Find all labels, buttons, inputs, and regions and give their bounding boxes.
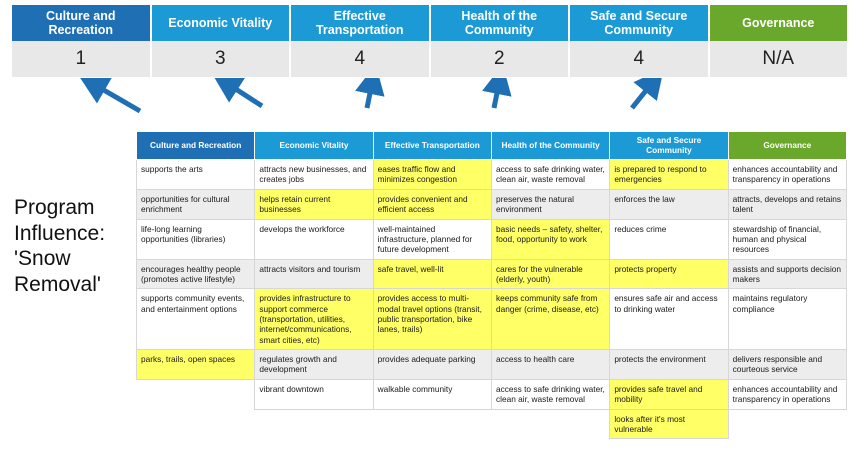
matrix-cell: develops the workforce (255, 219, 373, 259)
matrix-header-economic: Economic Vitality (255, 132, 373, 160)
matrix-row (137, 259, 847, 289)
matrix-cell: walkable community (373, 379, 491, 409)
header-cell-safe (570, 5, 710, 41)
header-label-economic: Economic Vitality (168, 15, 273, 30)
matrix-row (137, 160, 847, 190)
matrix-row (137, 409, 847, 439)
matrix-header-transportation: Effective Transportation (373, 132, 491, 160)
score-cell-governance: N/A (762, 48, 795, 69)
strategic-priority-header-band (12, 5, 847, 41)
arrow-icon-transportation (367, 83, 372, 108)
matrix-cell: maintains regulatory compliance (728, 289, 846, 350)
matrix-cell: eases traffic flow and minimizes congestion (373, 160, 491, 190)
matrix-cell: encourages healthy people (promotes active lifestyle) (137, 259, 255, 289)
matrix-cell (137, 409, 255, 439)
arrow-group (0, 78, 859, 133)
program-influence-caption: Program Influence: 'Snow Removal' (14, 196, 106, 296)
header-cell-transportation (291, 5, 431, 41)
matrix-cell (137, 379, 255, 409)
matrix-cell: supports community events, and entertainment options (137, 289, 255, 350)
matrix-cell: opportunities for cultural enrichment (137, 189, 255, 219)
matrix-cell (491, 409, 609, 439)
matrix-cell: looks after it's most vulnerable (610, 409, 728, 439)
matrix-cell (728, 409, 846, 439)
matrix-cell: enhances accountability and transparency in operations (728, 379, 846, 409)
header-label-safe: Safe and Secure Community (590, 8, 688, 37)
matrix-cell: cares for the vulnerable (elderly, youth) (491, 259, 609, 289)
matrix-header-safe: Safe and Secure Community (610, 132, 728, 160)
matrix-row (137, 289, 847, 350)
matrix-cell: access to health care (491, 350, 609, 380)
matrix-cell: basic needs – safety, shelter, food, opportunity to work (491, 219, 609, 259)
header-label-governance: Governance (742, 15, 815, 30)
score-cell-economic: 3 (152, 41, 292, 77)
matrix-cell: delivers responsible and courteous service (728, 350, 846, 380)
score-cell-health: 2 (431, 41, 571, 77)
matrix-row (137, 219, 847, 259)
header-cell-governance (710, 5, 848, 41)
matrix-cell: protects property (610, 259, 728, 289)
matrix-cell (255, 409, 373, 439)
matrix-cell: vibrant downtown (255, 379, 373, 409)
matrix-cell: enhances accountability and transparency in operations (728, 160, 846, 190)
matrix-cell: helps retain current businesses (255, 189, 373, 219)
matrix-cell: stewardship of financial, human and physical resources (728, 219, 846, 259)
matrix-cell: ensures safe air and access to drinking water (610, 289, 728, 350)
matrix-cell: is prepared to respond to emergencies (610, 160, 728, 190)
matrix-cell: attracts new businesses, and creates jobs (255, 160, 373, 190)
score-cell-safe: 4 (570, 41, 710, 77)
score-cell-culture: 1 (12, 41, 152, 77)
matrix-cell: provides adequate parking (373, 350, 491, 380)
matrix-header-governance: Governance (728, 132, 846, 160)
matrix-cell: attracts visitors and tourism (255, 259, 373, 289)
matrix-row (137, 189, 847, 219)
matrix-cell: keeps community safe from danger (crime, disease, etc) (491, 289, 609, 350)
arrow-icon-health (494, 83, 499, 108)
matrix-cell: assists and supports decision makers (728, 259, 846, 289)
influence-matrix (136, 131, 847, 439)
header-cell-health (431, 5, 571, 41)
matrix-header-health: Health of the Community (491, 132, 609, 160)
arrow-icon-culture (95, 85, 140, 111)
matrix-cell: safe travel, well-lit (373, 259, 491, 289)
matrix-cell: access to safe drinking water, clean air, waste removal (491, 379, 609, 409)
matrix-header-row (137, 132, 847, 160)
matrix-cell (373, 409, 491, 439)
score-cell-transportation: 4 (291, 41, 431, 77)
matrix-cell: parks, trails, open spaces (137, 350, 255, 380)
arrow-icon-economic (228, 84, 262, 106)
matrix-header-culture: Culture and Recreation (137, 132, 255, 160)
header-cell-economic (152, 5, 292, 41)
matrix-cell: well-maintained infrastructure, planned for future development (373, 219, 491, 259)
matrix-cell: protects the environment (610, 350, 728, 380)
matrix-cell: provides safe travel and mobility (610, 379, 728, 409)
matrix-cell: regulates growth and development (255, 350, 373, 380)
matrix-cell: provides convenient and efficient access (373, 189, 491, 219)
matrix-row (137, 350, 847, 380)
matrix-cell: provides access to multi-modal travel options (transit, public transportation, bike lanes, trails) (373, 289, 491, 350)
matrix-cell: access to safe drinking water, clean air, waste removal (491, 160, 609, 190)
matrix-cell: supports the arts (137, 160, 255, 190)
matrix-row (137, 379, 847, 409)
matrix-cell: attracts, develops and retains talent (728, 189, 846, 219)
header-label-culture: Culture and Recreation (46, 8, 116, 37)
arrow-icon-safe (632, 83, 652, 108)
header-label-transportation: Effective Transportation (315, 8, 404, 37)
matrix-cell: enforces the law (610, 189, 728, 219)
header-cell-culture (12, 5, 152, 41)
matrix-cell: provides infrastructure to support commerce (transportation, utilities, internet/communications, smart cities, etc) (255, 289, 373, 350)
header-label-health: Health of the Community (461, 8, 538, 37)
score-band (12, 41, 847, 77)
matrix-cell: life-long learning opportunities (libraries) (137, 219, 255, 259)
matrix-body (137, 160, 847, 439)
matrix-cell: preserves the natural environment (491, 189, 609, 219)
matrix-cell: reduces crime (610, 219, 728, 259)
